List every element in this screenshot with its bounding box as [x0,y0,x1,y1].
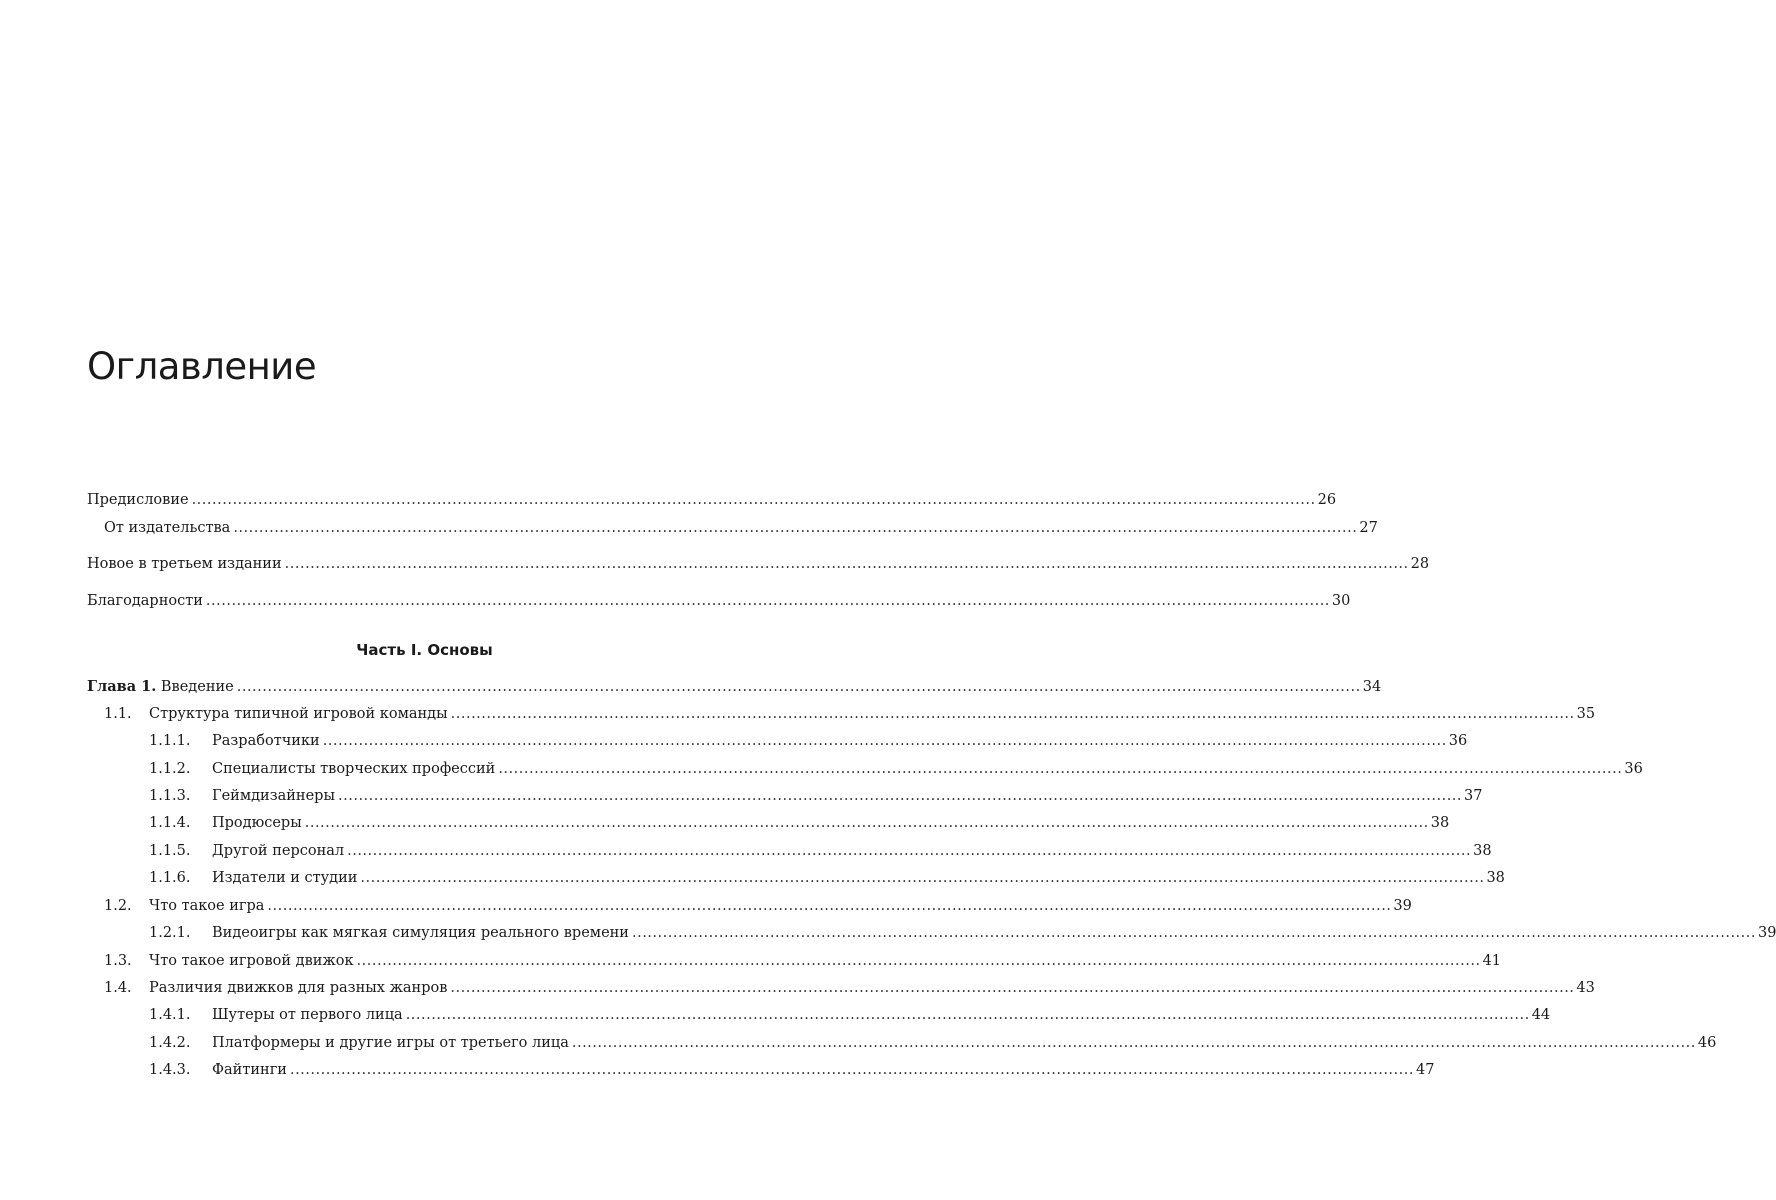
toc-page-number: 38 [1430,815,1450,831]
page-title: Оглавление [87,345,317,388]
dot-leader: ............................................................................................................................................................................................................................ [356,953,1481,969]
dot-leader: ............................................................................................................................................................................................................................ [284,556,1409,572]
toc-entry-1-4-1[interactable] [0,1005,1551,1025]
toc-entry-1-1-4[interactable] [0,813,1450,833]
section-number: 1.4.1. [149,1007,191,1023]
dot-leader: ............................................................................................................................................................................................................................ [360,870,1485,886]
toc-entry-new-in-third-edition[interactable] [0,554,1430,574]
toc-entry-1-3[interactable] [0,951,1502,971]
toc-entry-label: Продюсеры [212,815,302,831]
toc-entry-1-1-5[interactable] [0,841,1492,861]
toc-page-number: 28 [1410,556,1430,572]
toc-page-number: 47 [1415,1062,1435,1078]
toc-entry-1-1-3[interactable] [0,786,1483,806]
dot-leader: ............................................................................................................................................................................................................................ [405,1007,1530,1023]
section-number: 1.1.6. [149,870,191,886]
toc-entry-label: Структура типичной игровой команды [149,706,448,722]
toc-entry-label: Издатели и студии [212,870,358,886]
toc-entry-label: Благодарности [87,593,203,609]
toc-entry-1-1-1[interactable] [0,731,1468,751]
toc-entry-label: Другой персонал [212,843,345,859]
toc-page-number: 46 [1697,1035,1717,1051]
toc-page-number: 38 [1473,843,1492,859]
chapter-prefix: Глава 1. [87,678,157,695]
dot-leader: ............................................................................................................................................................................................................................ [322,733,1447,749]
section-number: 1.1.5. [149,843,191,859]
section-number: 1.3. [104,953,132,969]
dot-leader: ............................................................................................................................................................................................................................ [236,679,1361,695]
toc-page-number: 34 [1362,679,1382,695]
section-number: 1.2.1. [149,925,191,941]
toc-entry-1-4[interactable] [0,978,1595,998]
dot-leader: ............................................................................................................................................................................................................................ [450,980,1575,996]
toc-entry-label: Видеоигры как мягкая симуляция реального времени [212,925,629,941]
toc-entry-1-1[interactable] [0,704,1596,724]
section-number: 1.4. [104,980,132,996]
dot-leader: ............................................................................................................................................................................................................................ [450,706,1575,722]
toc-entry-label: От издательства [104,520,231,536]
dot-leader: ............................................................................................................................................................................................................................ [191,492,1316,508]
section-number: 1.1.4. [149,815,191,831]
toc-page-number: 43 [1576,980,1595,996]
toc-entry-acknowledgements[interactable] [0,591,1351,611]
section-number: 1.1.3. [149,788,191,804]
section-number: 1.1.1. [149,733,191,749]
section-number: 1.1.2. [149,761,191,777]
toc-page-number: 39 [1758,925,1776,941]
toc-page-number: 30 [1331,593,1351,609]
section-number: 1.2. [104,898,132,914]
toc-entry-1-1-6[interactable] [0,868,1505,888]
toc-entry-preface[interactable] [0,490,1337,510]
toc-entry-label: Различия движков для разных жанров [149,980,448,996]
dot-leader: ............................................................................................................................................................................................................................ [338,788,1463,804]
dot-leader: ............................................................................................................................................................................................................................ [631,925,1756,941]
dot-leader: ............................................................................................................................................................................................................................ [289,1062,1414,1078]
dot-leader: ............................................................................................................................................................................................................................ [267,898,1392,914]
toc-entry-1-4-3[interactable] [0,1060,1435,1080]
toc-entry-label: Разработчики [212,733,320,749]
part-title: Часть I. Основы [356,641,493,659]
dot-leader: ............................................................................................................................................................................................................................ [304,815,1429,831]
toc-page-number: 39 [1393,898,1412,914]
toc-entry-from-publisher[interactable] [0,518,1378,538]
toc-page-number: 35 [1576,706,1596,722]
section-number: 1.4.3. [149,1062,191,1078]
toc-page-number: 36 [1624,761,1643,777]
toc-entry-1-4-2[interactable] [0,1033,1717,1053]
dot-leader: ............................................................................................................................................................................................................................ [347,843,1472,859]
toc-entry-label: Введение [160,679,234,695]
toc-entry-label: Специалисты творческих профессий [212,761,496,777]
toc-entry-label: Геймдизайнеры [212,788,336,804]
section-number: 1.1. [104,706,132,722]
toc-entry-1-2[interactable] [0,896,1412,916]
toc-entry-label: Платформеры и другие игры от третьего лица [212,1035,569,1051]
dot-leader: ............................................................................................................................................................................................................................ [498,761,1623,777]
toc-page-number: 37 [1464,788,1483,804]
toc-page-number: 26 [1317,492,1337,508]
toc-entry-label: Файтинги [212,1062,287,1078]
toc-entry-label: Предисловие [87,492,189,508]
toc-page-number: 44 [1531,1007,1551,1023]
dot-leader: ............................................................................................................................................................................................................................ [205,593,1330,609]
toc-page-number: 41 [1482,953,1502,969]
dot-leader: ............................................................................................................................................................................................................................ [233,520,1358,536]
dot-leader: ............................................................................................................................................................................................................................ [571,1035,1696,1051]
toc-entry-label: Новое в третьем издании [87,556,282,572]
toc-entry-label: Шутеры от первого лица [212,1007,403,1023]
toc-page-number: 36 [1448,733,1468,749]
toc-entry-1-2-1[interactable] [0,923,1776,943]
toc-entry-chapter-1[interactable] [0,677,1382,697]
toc-entry-label: Что такое игра [149,898,265,914]
toc-entry-1-1-2[interactable] [0,759,1643,779]
toc-page-number: 38 [1486,870,1505,886]
toc-page-number: 27 [1359,520,1378,536]
section-number: 1.4.2. [149,1035,191,1051]
toc-entry-label: Что такое игровой движок [149,953,354,969]
